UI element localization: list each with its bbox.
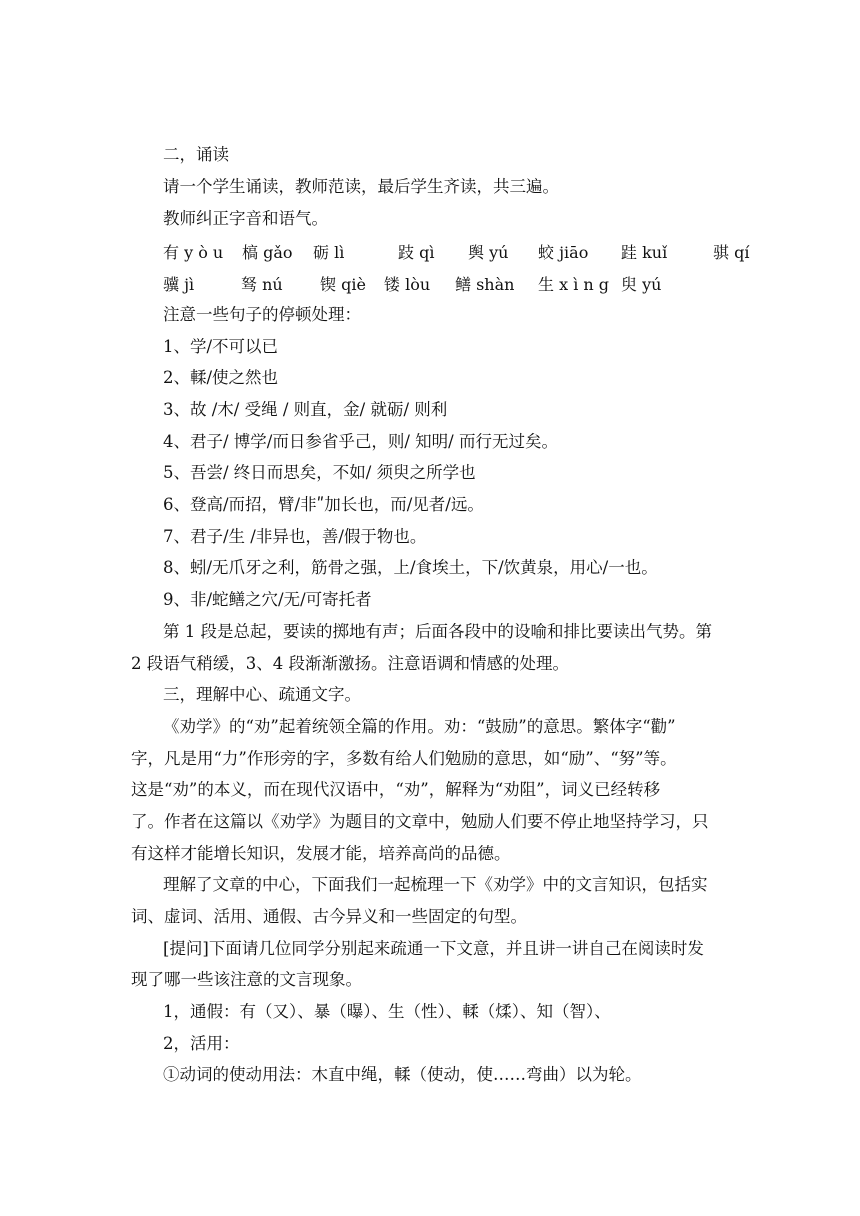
quan-paragraph-line: 有这样才能增长知识，发展才能，培养高尚的品德。 (131, 844, 511, 863)
tone-paragraph-line-2: 2 段语气稍缓，3、4 段渐渐激扬。注意语调和情感的处理。 (131, 654, 569, 673)
tongjia-line: 1，通假：有（又）、暴（曝）、生（性）、輮（煣）、知（智）、 (163, 1002, 611, 1021)
pause-item: 9、非/蛇鳝之穴/无/可寄托者 (163, 590, 372, 609)
quan-paragraph-line: 字，凡是用“力”作形旁的字，多数有给人们勉励的意思，如“励”、“努”等。 (131, 749, 677, 768)
quan-paragraph-line: 了。作者在这篇以《劝学》为题目的文章中，勉励人们要不停止地坚持学习，只 (131, 812, 709, 831)
pinyin-item: 锲 qiè (320, 275, 366, 294)
pronunciation-note: 教师纠正字音和语气。 (163, 209, 328, 228)
quan-paragraph-line: 《劝学》的“劝”起着统领全篇的作用。劝：“鼓励”的意思。繁体字“勸” (163, 717, 676, 736)
pinyin-item: 骐 qí (713, 243, 750, 262)
pause-item: 8、蚓/无爪牙之利，筋骨之强，上/食埃土，下/饮黄泉，用心/一也。 (163, 558, 658, 577)
pause-item: 1、学/不可以已 (163, 337, 279, 356)
pinyin-item: 舆 yú (468, 243, 509, 262)
pinyin-item: 生 x ì n g (538, 275, 610, 294)
pinyin-item: 有 y ò u (163, 243, 224, 262)
quan-paragraph-line: 这是“劝”的本义，而在现代汉语中，“劝”，解释为“劝阻”，词义已经转移 (131, 780, 661, 799)
pause-item: 6、登高/而招，臂/非ʺ加长也，而/见者/远。 (163, 495, 484, 514)
knowledge-paragraph-line: 理解了文章的中心，下面我们一起梳理一下《劝学》中的文言知识，包括实 (163, 875, 708, 894)
pinyin-row-1 (163, 240, 763, 262)
pause-item: 4、君子/ 博学/而日参省乎己，则/ 知明/ 而行无过矣。 (163, 432, 558, 451)
pinyin-item: 驽 nú (241, 275, 283, 294)
pinyin-row-2 (163, 272, 763, 294)
tone-paragraph-line-1: 第 1 段是总起，要读的掷地有声；后面各段中的设喻和排比要读出气势。第 (163, 622, 712, 641)
pinyin-item: 骥 jì (163, 275, 195, 294)
pause-item: 2、輮/使之然也 (163, 368, 279, 387)
pause-item: 7、君子/生 /非异也，善/假于物也。 (163, 527, 427, 546)
pinyin-item: 鳝 shàn (455, 275, 515, 294)
pause-item: 3、故 /木/ 受绳 / 则直，金/ 就砺/ 则利 (163, 400, 448, 419)
pinyin-item: 砺 lì (313, 243, 345, 262)
pause-item: 5、吾尝/ 终日而思矣，不如/ 须臾之所学也 (163, 463, 476, 482)
question-paragraph-line: 现了哪一些该注意的文言现象。 (131, 970, 362, 989)
reading-instruction: 请一个学生诵读，教师范读，最后学生齐读，共三遍。 (163, 177, 559, 196)
causative-usage-line: ①动词的使动用法：木直中绳，輮（使动，使……弯曲）以为轮。 (163, 1065, 642, 1084)
pinyin-item: 跬 kuǐ (621, 243, 668, 262)
pause-intro: 注意一些句子的停顿处理： (163, 305, 361, 324)
pinyin-item: 槁 gǎo (242, 243, 293, 262)
knowledge-paragraph-line: 词、虚词、活用、通假、古今异义和一些固定的句型。 (131, 907, 527, 926)
pinyin-item: 跂 qì (398, 243, 435, 262)
section-2-heading: 二，诵读 (163, 145, 229, 164)
huoyong-line: 2，活用： (163, 1034, 240, 1053)
pinyin-item: 蛟 jiāo (538, 243, 589, 262)
pinyin-item: 臾 yú (621, 275, 662, 294)
question-paragraph-line: [提问]下面请几位同学分别起来疏通一下文意，并且讲一讲自己在阅读时发 (163, 939, 704, 958)
pinyin-item: 镂 lòu (384, 275, 431, 294)
section-3-heading: 三，理解中心、疏通文字。 (163, 685, 361, 704)
